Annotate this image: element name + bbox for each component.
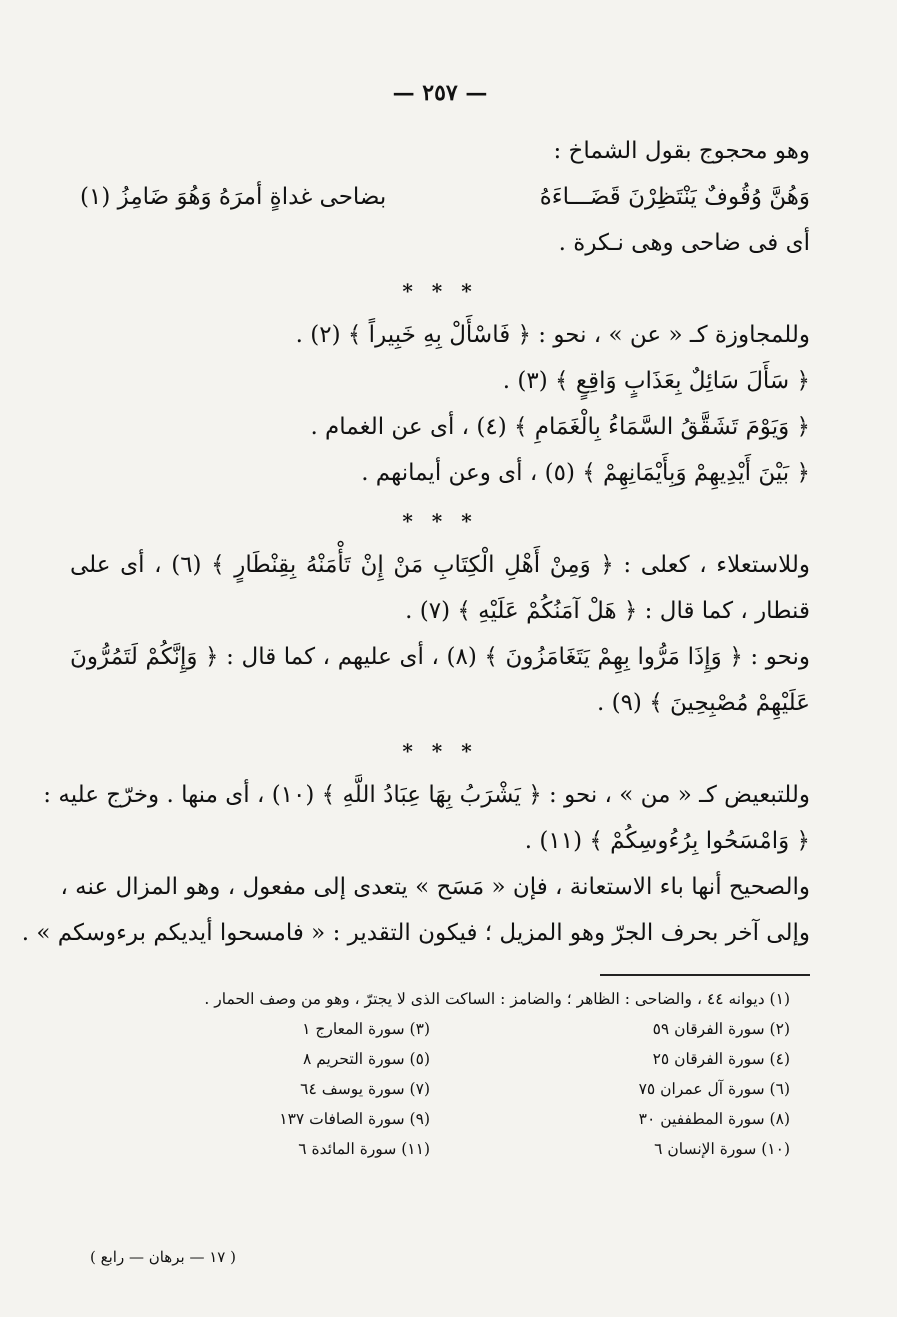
footnote-row — [70, 1014, 790, 1044]
paragraph-line: وإلى آخر بحرف الجرّ وهو المزيل ؛ فيكون التقدير : « فامسحوا أيديكم برءوسكم » . — [21, 920, 810, 946]
footnote-entry: (٩) سورة الصافات ١٣٧ — [279, 1110, 430, 1128]
section-divider-3: * * * — [402, 739, 478, 763]
poetry-explanation: أى فى ضاحى وهى نـكرة . — [558, 230, 810, 256]
paragraph-line: والصحيح أنها باء الاستعانة ، فإن « مَسَح » يتعدى إلى مفعول ، وهو المزال عنه ، — [60, 874, 810, 900]
paragraph-line: ﴿ بَيْنَ أَيْدِيهِمْ وَبِأَيْمَانِهِمْ ﴾ (٥) ، أى وعن أيمانهم . — [361, 460, 810, 486]
section-istila — [70, 542, 810, 726]
footnote-entry: (١٠) سورة الإنسان ٦ — [654, 1140, 790, 1158]
section-divider-1: * * * — [402, 279, 478, 303]
footnote-entry: (٣) سورة المعارج ١ — [302, 1020, 430, 1038]
paragraph-line: ونحو : ﴿ وَإِذَا مَرُّوا بِهِمْ يَتَغَامَزُونَ ﴾ (٨) ، أى عليهم ، كما قال : ﴿ وَإِنَّكُمْ لَتَمُرُّونَ — [70, 644, 810, 670]
paragraph-line: وللمجاوزة كـ « عن » ، نحو : ﴿ فَاسْأَلْ بِهِ خَبِيراً ﴾ (٢) . — [295, 322, 810, 348]
paragraph-line: عَلَيْهِمْ مُصْبِحِينَ ﴾ (٩) . — [596, 690, 810, 716]
section-poetry — [70, 128, 810, 266]
footnote-entry: (٧) سورة يوسف ٦٤ — [300, 1080, 430, 1098]
footnote-entry: (٢) سورة الفرقان ٥٩ — [652, 1020, 790, 1038]
footnote-row — [70, 1104, 790, 1134]
paragraph-line: وللتبعيض كـ « من » ، نحو : ﴿ يَشْرَبُ بِهَا عِبَادُ اللَّهِ ﴾ (١٠) ، أى منها . وخرّج عليه : — [43, 782, 810, 808]
page-number: — ٢٥٧ — — [392, 80, 488, 106]
paragraph-line: ﴿ وَيَوْمَ تَشَقَّقُ السَّمَاءُ بِالْغَمَامِ ﴾ (٤) ، أى عن الغمام . — [310, 414, 810, 440]
footnote-1: (١) ديوانه ٤٤ ، والضاحى : الظاهر ؛ والضامز : الساكت الذى لا يجترّ ، وهو من وصف الحمار . — [204, 990, 790, 1008]
footnote-entry: (١١) سورة المائدة ٦ — [298, 1140, 430, 1158]
section-divider-2: * * * — [402, 509, 478, 533]
paragraph-line: ﴿ وَامْسَحُوا بِرُءُوسِكُمْ ﴾ (١١) . — [524, 828, 810, 854]
footnote-separator — [600, 974, 810, 976]
verse-second-hemistich: بضاحى غداةٍ أمرَهُ وَهُوَ ضَامِزُ (١) — [80, 184, 387, 210]
footnote-entry: (٦) سورة آل عمران ٧٥ — [638, 1080, 790, 1098]
verse-first-hemistich: وَهُنَّ وُقُوفٌ يَنْتَظِرْنَ قَضَـــاءَهُ — [539, 184, 810, 210]
footnote-row — [70, 1044, 790, 1074]
footnotes — [70, 984, 810, 1164]
paragraph-line: ﴿ سَأَلَ سَائِلٌ بِعَذَابٍ وَاقِعٍ ﴾ (٣) . — [502, 368, 810, 394]
footnote-entry: (٨) سورة المطففين ٣٠ — [638, 1110, 790, 1128]
page-body — [21, 80, 810, 1164]
footnote-row — [70, 1074, 790, 1104]
paragraph-line: قنطار ، كما قال : ﴿ هَلْ آمَنُكُمْ عَلَيْهِ ﴾ (٧) . — [405, 598, 810, 624]
section-tabeed — [21, 772, 810, 956]
poetry-intro: وهو محجوج بقول الشماخ : — [553, 138, 810, 164]
paragraph-line: وللاستعلاء ، كعلى : ﴿ وَمِنْ أَهْلِ الْكِتَابِ مَنْ إِنْ تَأْمَنْهُ بِقِنْطَارٍ ﴾ (٦) ، أى على — [70, 552, 810, 578]
footnote-entry: (٤) سورة الفرقان ٢٥ — [652, 1050, 790, 1068]
signature-mark: ( ١٧ — برهان — رابع ) — [90, 1248, 236, 1266]
section-mujawaza — [70, 312, 810, 496]
footnote-row — [70, 1134, 790, 1164]
poetry-verse — [70, 174, 810, 220]
footnote-entry: (٥) سورة التحريم ٨ — [302, 1050, 430, 1068]
